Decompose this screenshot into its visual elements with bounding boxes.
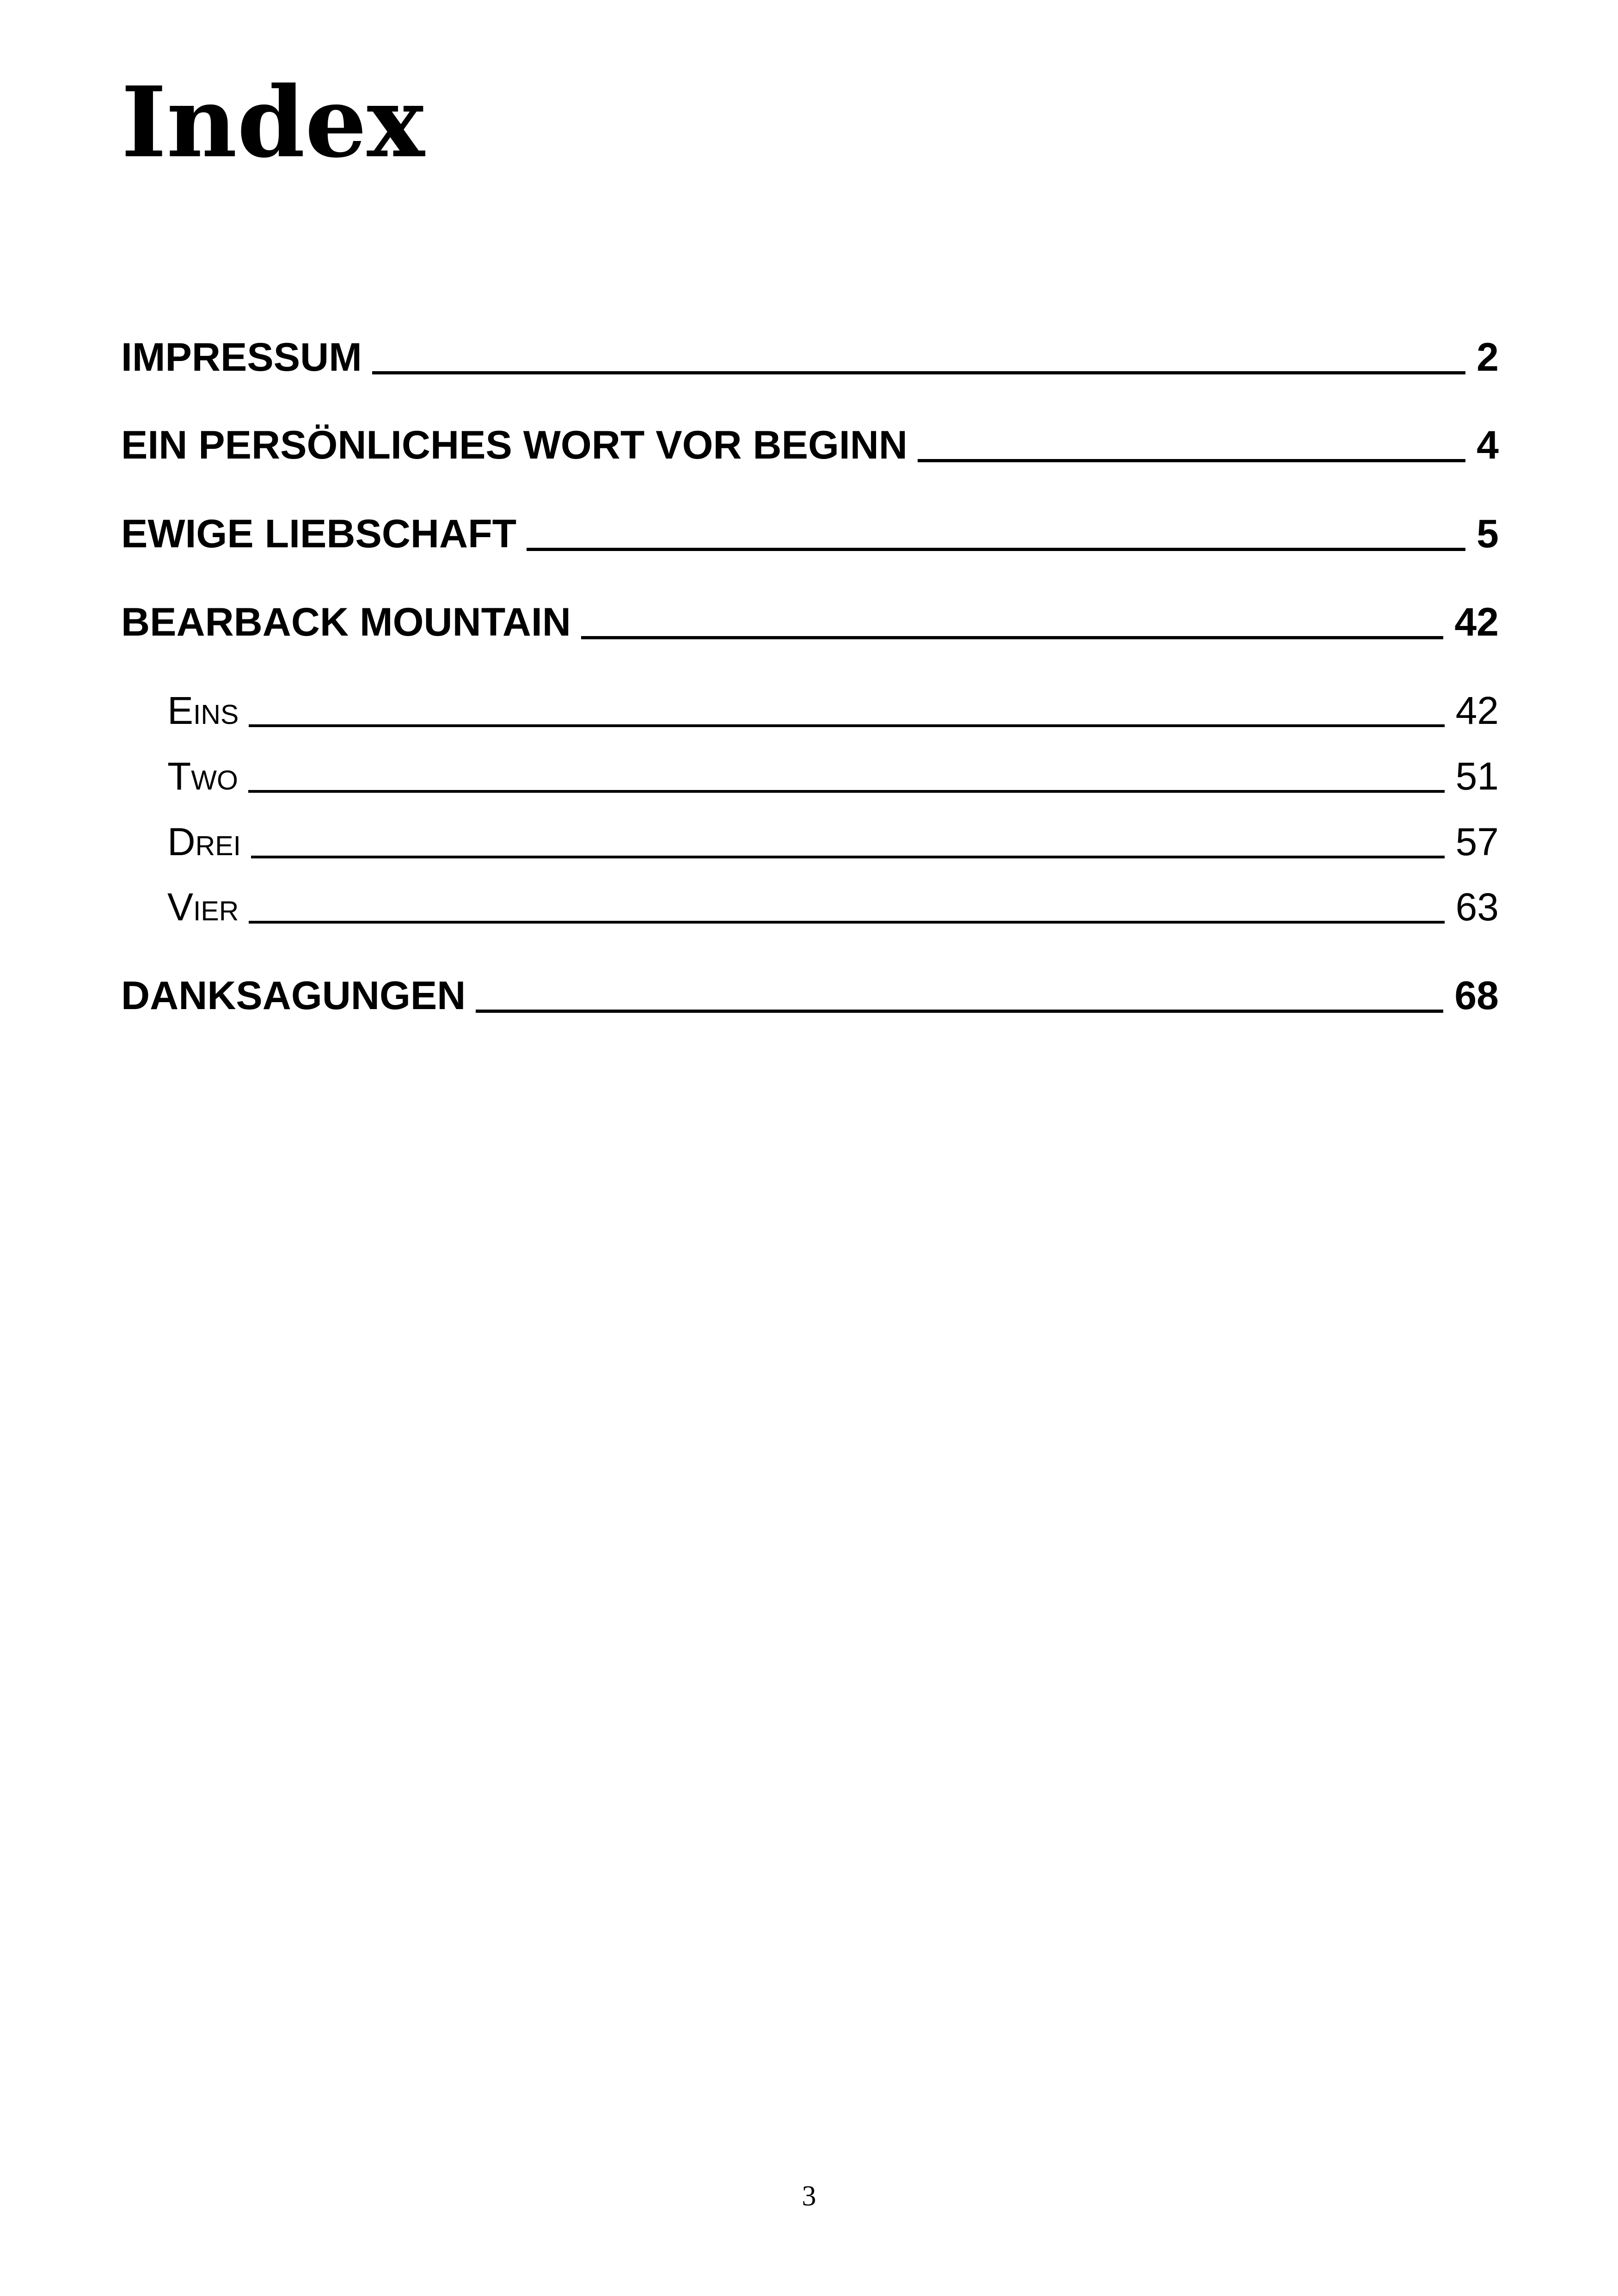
page-title: Index (121, 65, 425, 179)
toc-subentry-page: 42 (1455, 689, 1499, 732)
toc-subentry-two[interactable] (167, 754, 1499, 798)
toc-entry-bearback-mountain[interactable] (121, 602, 1499, 642)
page-number: 3 (802, 2180, 816, 2212)
toc-subentry-label: Two (167, 754, 238, 798)
toc-entry-persoenliches-wort[interactable] (121, 425, 1499, 465)
toc-subentry-page: 57 (1455, 820, 1499, 863)
toc-entry-page: 42 (1454, 600, 1499, 644)
toc-entry-page: 2 (1477, 335, 1499, 380)
toc-leader-line (248, 790, 1445, 793)
toc-entry-label: EIN PERSÖNLICHES WORT VOR BEGINN (121, 423, 908, 467)
toc-entry-impressum[interactable] (121, 335, 1499, 380)
toc-leader-line (476, 1010, 1443, 1013)
toc-leader-line (249, 921, 1444, 924)
toc-entry-ewige-liebschaft[interactable] (121, 514, 1499, 554)
toc-leader-line (372, 371, 1465, 374)
toc-leader-line (249, 724, 1444, 727)
toc-subentry-label: Drei (167, 820, 241, 863)
toc-leader-line (581, 636, 1443, 639)
toc-entry-page: 4 (1477, 423, 1499, 467)
toc-entry-label: BEARBACK MOUNTAIN (121, 600, 571, 644)
toc-entry-label: IMPRESSUM (121, 335, 362, 380)
toc-entry-page: 5 (1477, 512, 1499, 556)
toc-subentry-page: 51 (1455, 754, 1499, 798)
toc-subentry-eins[interactable] (167, 691, 1499, 730)
toc-entry-label: EWIGE LIEBSCHAFT (121, 512, 517, 556)
toc-entry-label: DANKSAGUNGEN (121, 974, 466, 1018)
toc-entry-danksagungen[interactable] (121, 976, 1499, 1016)
toc-leader-line (918, 459, 1465, 462)
toc-subentry-label: Eins (167, 689, 239, 732)
toc-leader-line (527, 548, 1465, 551)
toc-subentry-page: 63 (1455, 885, 1499, 929)
toc-subentry-drei[interactable] (167, 822, 1499, 861)
toc-subentry-label: Vier (167, 885, 239, 929)
toc-leader-line (251, 856, 1445, 858)
toc-subentry-vier[interactable] (167, 885, 1499, 929)
toc-entry-page: 68 (1454, 974, 1499, 1018)
